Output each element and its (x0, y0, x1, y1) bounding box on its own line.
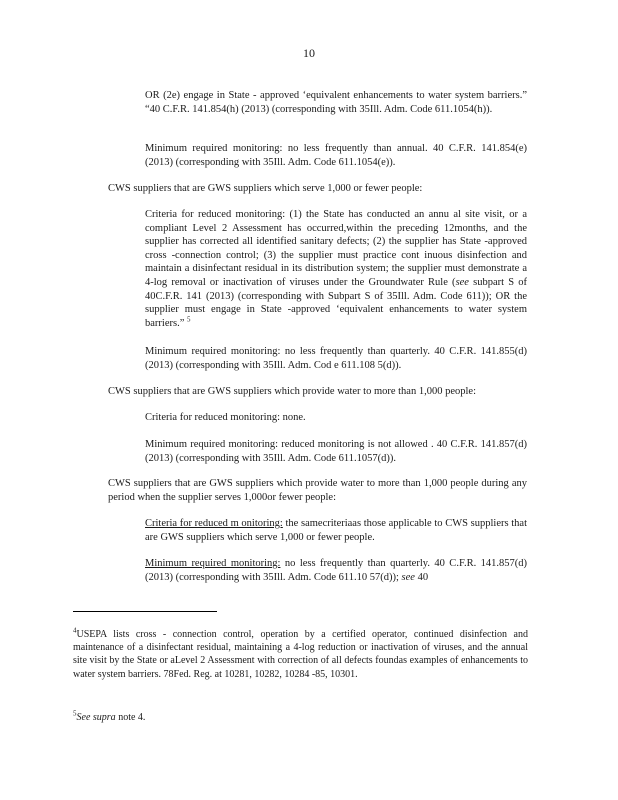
see-italic-2: see (401, 571, 415, 583)
footnote-5 (73, 711, 528, 724)
footnote-4 (73, 628, 528, 681)
paragraph-reduced-not-allowed: Minimum required monitoring: reduced monitoring is not allowed . 40 C.F.R. 141.857(d) (2013) (corresponding with 35Ill. Adm. Code 611.1057(d)). (145, 439, 527, 464)
see-italic: see (455, 276, 469, 288)
footnote-4-number: 4 (73, 626, 77, 635)
heading-gws-1000-or-fewer: CWS suppliers that are GWS suppliers which serve 1,000 or fewer people: (108, 183, 423, 194)
footnote-5-text: note 4. (115, 712, 146, 723)
page-number: 10 (303, 46, 315, 60)
criteria-same-text: the samecriteriaas those applicable to CWS suppliers that are GWS suppliers which serve 1,000 or fewer people. (145, 518, 527, 543)
paragraph-min-monitoring-quarterly-2 (145, 557, 527, 584)
footnote-divider (73, 611, 217, 612)
footnote-5-number: 5 (73, 709, 77, 718)
minimum-text: no less frequently than quarterly. 40 C.F.R. 141.857(d) (2013) (corresponding with 35Ill. Adm. Code 611.10 57(d)); (145, 558, 527, 583)
footnote-5-see: See (76, 712, 91, 723)
criteria-text-a: Criteria for reduced monitoring: (1) the State has conducted an annu al site visit, or a compliant Level 2 Assessment has occurred,within the preceding 12months, and the supplier has corrected all identified sanitary defects; (2) the supplier has State -approved cross -connection control; (3) the supplier must practice cont inuous disinfection and maintain a disinfectant residual in its distribution system; the supplier must demonstrate a 4-log removal or inactivation of viruses under the Groundwater Rule ( (145, 209, 527, 288)
paragraph-criteria-same (145, 517, 527, 544)
footnote-ref-5: 5 (186, 315, 191, 324)
paragraph-min-monitoring-annual: Minimum required monitoring: no less frequently than annual. 40 C.F.R. 141.854(e) (2013) (corresponding with 35Ill. Adm. Code 611.1054(e)). (145, 143, 527, 168)
heading-gws-serves-fewer-period: CWS suppliers that are GWS suppliers which provide water to more than 1,000 people during any period when the supplier serves 1,000or fewer people: (108, 478, 527, 503)
minimum-label-underlined: Minimum required monitoring: (145, 558, 281, 569)
minimum-text-end: 40 (414, 571, 429, 583)
paragraph-criteria-none: Criteria for reduced monitoring: none. (145, 412, 306, 423)
criteria-label-underlined: Criteria for reduced m onitoring: (145, 518, 283, 529)
paragraph-equivalent-enhancements: OR (2e) engage in State - approved ‘equivalent enhancements to water system barriers.” “40 C.F.R. 141.854(h) (2013) (corresponding with 35Ill. Adm. Code 611.1054(h)). (145, 90, 527, 115)
footnote-5-supra: supra (92, 712, 116, 723)
criteria-text-b: subpart S of 40C.F.R. 141 (2013) (corresponding with Subpart S of 35Ill. Adm. Code 611)); OR the supplier must engage in State -approved ‘equivalent enhancements to water system barriers.” (145, 276, 527, 329)
paragraph-criteria-reduced-monitoring (145, 208, 527, 330)
footnote-4-text: USEPA lists cross - connection control, operation by a certified operator, continued disinfection and maintenance of a disinfectant residual, maintaining a 4-log reduction or inactivation of viruses, and the annual site visit by the State or aLevel 2 Assessment with correction of all defects foundas examples of enhancements to water system barriers. 78Fed. Reg. at 10281, 10282, 10284 -85, 10301. (73, 629, 528, 680)
paragraph-min-monitoring-quarterly: Minimum required monitoring: no less frequently than quarterly. 40 C.F.R. 141.855(d) (2013) (corresponding with 35Ill. Adm. Cod e 611.108 5(d)). (145, 346, 527, 371)
heading-gws-more-than-1000: CWS suppliers that are GWS suppliers which provide water to more than 1,000 people: (108, 386, 477, 397)
